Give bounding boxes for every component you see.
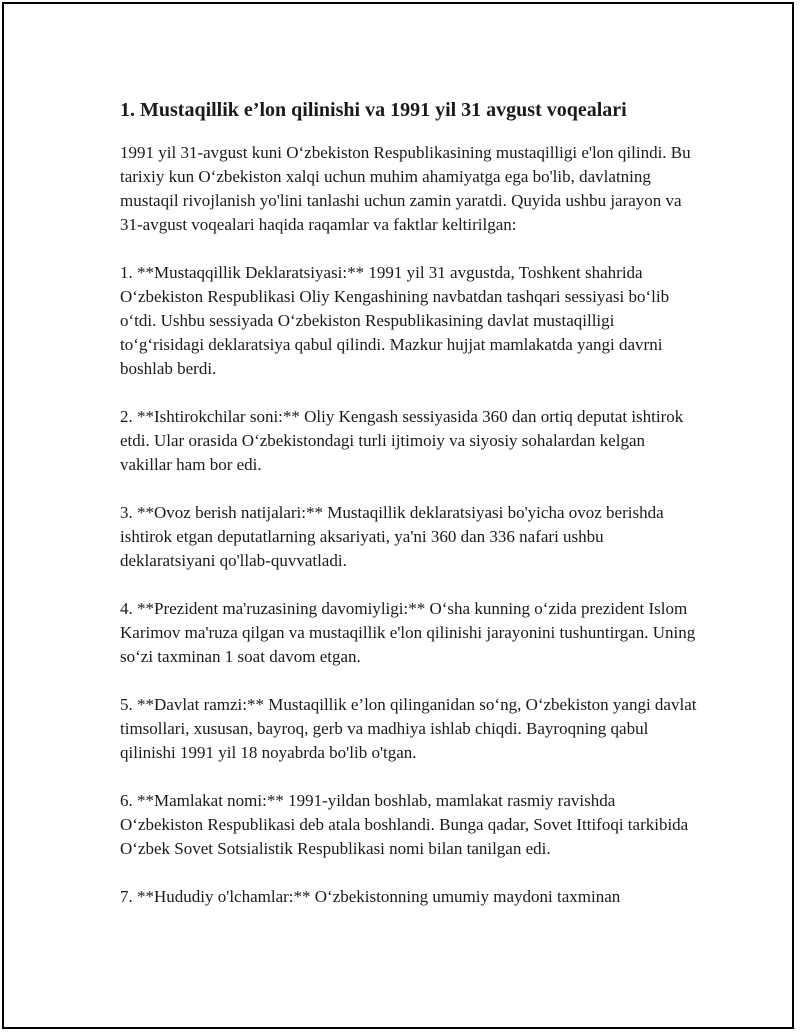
fact-paragraph-2: 2. **Ishtirokchilar soni:** Oliy Kengash sessiyasida 360 dan ortiq deputat ishtirok etdi. Ular orasida O‘zbekistondagi turli ijtimoiy va siyosiy sohalardan kelgan vakillar ham bor edi. [120,407,684,474]
intro-paragraph: 1991 yil 31-avgust kuni O‘zbekiston Respublikasining mustaqilligi e'lon qilindi. Bu tarixiy kun O‘zbekiston xalqi uchun muhim ahamiyatga ega bo'lib, davlatning mustaqil rivojlanish yo'lini tanlashi uchun zamin yaratdi. Quyida ushbu jarayon va 31-avgust voqealari haqida raqamlar va faktlar keltirilgan: [120,143,691,234]
document-page [2,2,794,1029]
fact-paragraph-7: 7. **Hududiy o'lchamlar:** O‘zbekistonning umumiy maydoni taxminan [120,887,621,906]
section-title: 1. Mustaqillik e’lon qilinishi va 1991 yil 31 avgust voqealari [120,99,627,121]
document-content [120,97,700,933]
fact-paragraph-4: 4. **Prezident ma'ruzasining davomiyligi:** O‘sha kunning o‘zida prezident Islom Karimov ma'ruza qilgan va mustaqillik e'lon qilinishi jarayonini tushuntirgan. Uning so‘zi taxminan 1 soat davom etgan. [120,599,696,666]
fact-paragraph-5: 5. **Davlat ramzi:** Mustaqillik e’lon qilinganidan so‘ng, O‘zbekiston yangi davlat timsollari, xususan, bayroq, gerb va madhiya ishlab chiqdi. Bayroqning qabul qilinishi 1991 yil 18 noyabrda bo'lib o'tgan. [120,695,697,762]
fact-paragraph-1: 1. **Mustaqqillik Deklaratsiyasi:** 1991 yil 31 avgustda, Toshkent shahrida O‘zbekiston Respublikasi Oliy Kengashining navbatdan tashqari sessiyasi bo‘lib o‘tdi. Ushbu sessiyada O‘zbekiston Respublikasining davlat mustaqilligi to‘g‘risidagi deklaratsiya qabul qilindi. Mazkur hujjat mamlakatda yangi davrni boshlab berdi. [120,263,670,378]
fact-paragraph-3: 3. **Ovoz berish natijalari:** Mustaqillik deklaratsiyasi bo'yicha ovoz berishda ishtirok etgan deputatlarning aksariyati, ya'ni 360 dan 336 nafari ushbu deklaratsiyani qo'llab-quvvatladi. [120,503,664,570]
fact-paragraph-6: 6. **Mamlakat nomi:** 1991-yildan boshlab, mamlakat rasmiy ravishda O‘zbekiston Respublikasi deb atala boshlandi. Bunga qadar, Sovet Ittifoqi tarkibida O‘zbek Sovet Sotsialistik Respublikasi nomi bilan tanilgan edi. [120,791,689,858]
